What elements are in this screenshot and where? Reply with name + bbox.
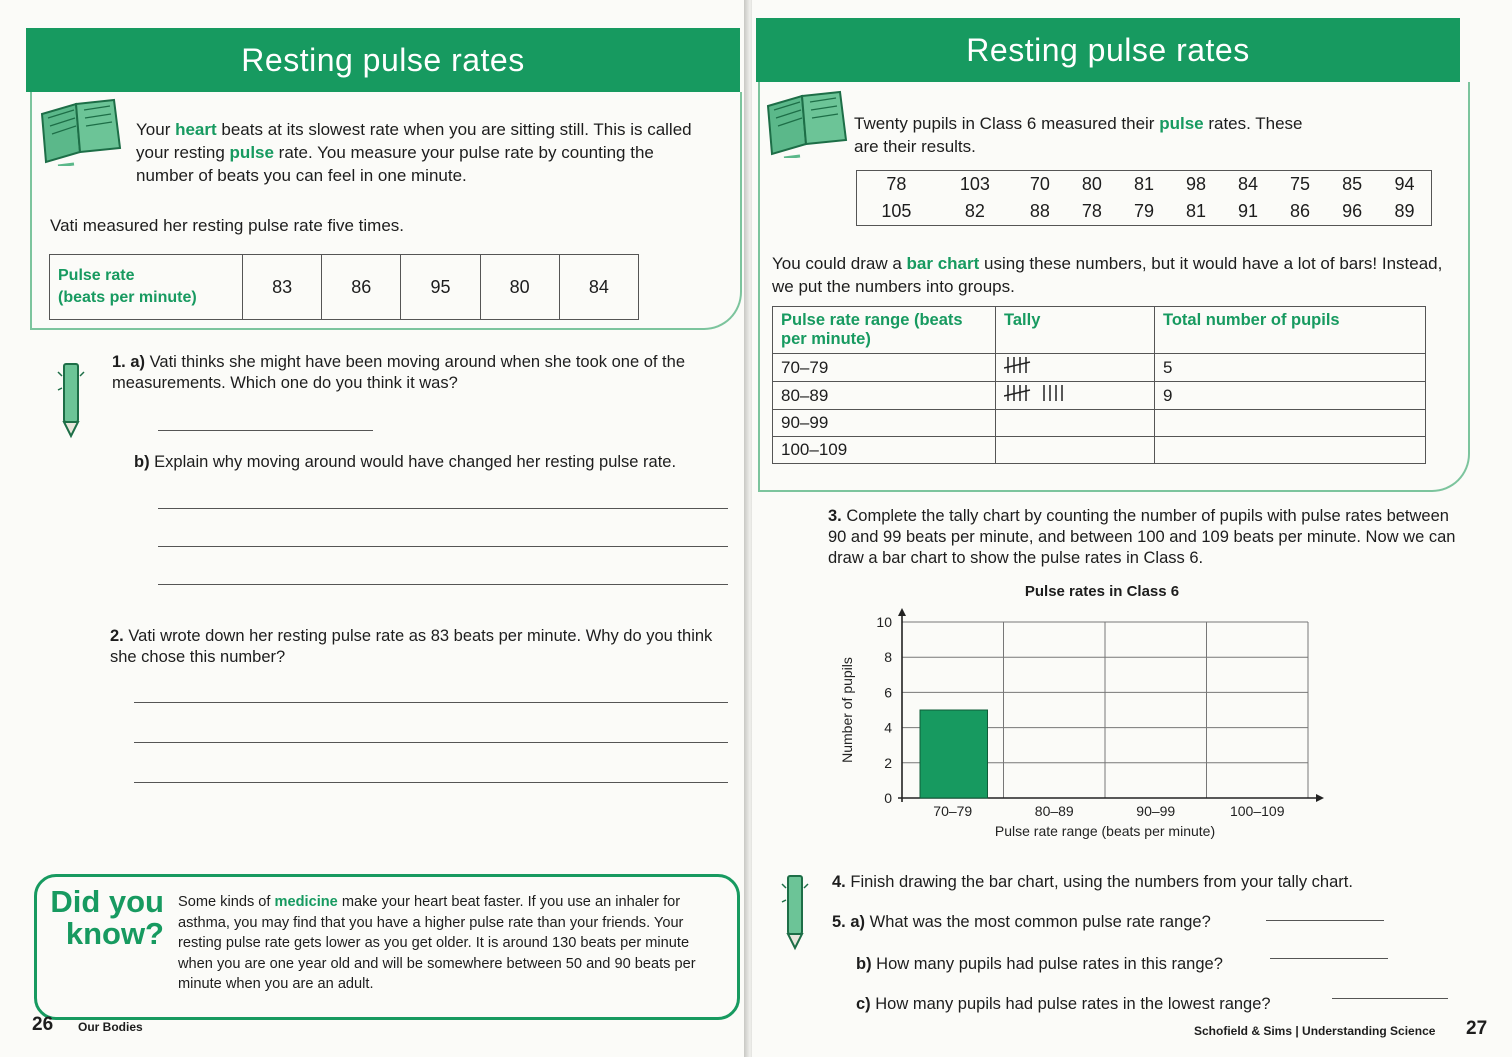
total-cell[interactable]: 5 bbox=[1155, 354, 1426, 382]
question-5b bbox=[856, 954, 1296, 975]
result-value: 86 bbox=[1290, 201, 1311, 221]
result-value: 94 bbox=[1394, 174, 1415, 194]
result-value: 75 bbox=[1290, 174, 1311, 194]
answer-line[interactable] bbox=[158, 584, 728, 585]
answer-line[interactable] bbox=[1332, 998, 1448, 999]
result-value: 81 bbox=[1185, 201, 1207, 221]
pulse-rate-table bbox=[49, 254, 639, 320]
tally-row bbox=[773, 410, 1426, 437]
result-value: 79 bbox=[1133, 201, 1154, 221]
header-tally: Tally bbox=[996, 307, 1155, 354]
intro-part: rate. You measure your pulse rate by counting the number of beats you can feel in one minute. bbox=[136, 143, 654, 185]
tally-marks bbox=[1004, 382, 1094, 404]
tally-cell[interactable] bbox=[996, 410, 1155, 437]
dyk-part: Some kinds of bbox=[178, 894, 275, 910]
header-line: Pulse rate bbox=[58, 267, 135, 284]
answer-line[interactable] bbox=[1270, 958, 1388, 959]
answer-line[interactable] bbox=[134, 702, 728, 703]
page-title: Resting pulse rates bbox=[756, 18, 1460, 82]
question-text: Vati thinks she might have been moving around when she took one of the measurements. Which one do you think it was? bbox=[112, 353, 685, 392]
tally-cell[interactable] bbox=[996, 382, 1155, 410]
left-page bbox=[0, 0, 748, 1057]
question-5c bbox=[856, 994, 1336, 1015]
question-4 bbox=[832, 872, 1452, 893]
tally-cell[interactable] bbox=[996, 354, 1155, 382]
x-axis-label: Pulse rate range (beats per minute) bbox=[994, 823, 1216, 839]
pulse-rate-header bbox=[50, 255, 243, 320]
x-tick-label: 100–109 bbox=[1229, 803, 1285, 819]
keyword-medicine: medicine bbox=[274, 894, 338, 910]
tally-row bbox=[773, 382, 1426, 410]
result-value: 78 bbox=[1081, 201, 1102, 221]
answer-line[interactable] bbox=[158, 546, 728, 547]
range-cell: 100–109 bbox=[773, 437, 996, 464]
book-icon bbox=[760, 88, 850, 158]
bar-chart-text bbox=[772, 252, 1452, 298]
title-line: Did you bbox=[50, 884, 164, 919]
results-row bbox=[857, 171, 1432, 199]
question-part-label: b) bbox=[134, 453, 150, 471]
keyword-pulse: pulse bbox=[229, 143, 274, 162]
pulse-value: 95 bbox=[401, 255, 480, 320]
results-row bbox=[857, 198, 1432, 226]
result-value: 80 bbox=[1081, 174, 1102, 194]
question-part-label: a) bbox=[850, 913, 866, 931]
answer-line[interactable] bbox=[158, 430, 373, 431]
question-number: 5. bbox=[832, 913, 846, 931]
range-cell: 90–99 bbox=[773, 410, 996, 437]
keyword-pulse: pulse bbox=[1159, 114, 1204, 133]
question-text: What was the most common pulse rate range? bbox=[869, 913, 1211, 931]
range-cell: 80–89 bbox=[773, 382, 996, 410]
question-part-label: b) bbox=[856, 955, 872, 973]
question-text: Explain why moving around would have changed her resting pulse rate. bbox=[154, 453, 677, 471]
result-value: 70 bbox=[1029, 174, 1050, 194]
y-tick-label: 4 bbox=[884, 719, 892, 736]
question-number: 1. bbox=[112, 353, 126, 371]
result-value: 96 bbox=[1342, 201, 1363, 221]
tally-table bbox=[772, 306, 1426, 464]
total-cell[interactable] bbox=[1155, 437, 1426, 464]
page-number: 26 bbox=[32, 1014, 54, 1035]
dyk-part: make your heart beat faster. If you use an inhaler for asthma, you may find that you have a higher pulse rate than your friends. Your resting pulse rate gets lower as you get older. It is around 130 beats per minute when you are one year old and will be somewhere between 50 and 90 beats per minute when you are an adult. bbox=[178, 894, 696, 992]
book-icon bbox=[34, 96, 124, 166]
y-axis-label: Number of pupils bbox=[839, 657, 855, 763]
pulse-value: 83 bbox=[243, 255, 322, 320]
pencil-icon bbox=[54, 360, 90, 440]
question-2 bbox=[110, 626, 738, 668]
header-range: Pulse rate range (beats per minute) bbox=[773, 307, 996, 354]
y-tick-label: 0 bbox=[884, 790, 892, 806]
question-part-label: c) bbox=[856, 995, 871, 1013]
answer-line[interactable] bbox=[158, 508, 728, 509]
tally-cell[interactable] bbox=[996, 437, 1155, 464]
right-page bbox=[752, 0, 1512, 1057]
answer-line[interactable] bbox=[1266, 920, 1384, 921]
result-value: 103 bbox=[959, 174, 990, 194]
result-value: 105 bbox=[881, 201, 912, 221]
range-cell: 70–79 bbox=[773, 354, 996, 382]
question-part-label: a) bbox=[130, 353, 146, 371]
bar-chart bbox=[812, 578, 1332, 848]
question-text: How many pupils had pulse rates in this range? bbox=[876, 955, 1223, 973]
question-5a bbox=[832, 912, 1352, 933]
result-value: 88 bbox=[1029, 201, 1050, 221]
question-1a bbox=[112, 352, 718, 394]
question-text: How many pupils had pulse rates in the lowest range? bbox=[875, 995, 1271, 1013]
x-tick-label: 90–99 bbox=[1136, 803, 1176, 819]
result-value: 91 bbox=[1238, 201, 1259, 221]
pulse-value: 80 bbox=[480, 255, 559, 320]
page-number: 27 bbox=[1466, 1018, 1488, 1039]
pulse-value: 84 bbox=[559, 255, 638, 320]
keyword-heart: heart bbox=[175, 120, 217, 139]
did-you-know-text bbox=[178, 892, 726, 995]
title-line: know? bbox=[65, 916, 164, 951]
y-axis-arrow bbox=[898, 608, 906, 616]
result-value: 85 bbox=[1342, 174, 1363, 194]
answer-line[interactable] bbox=[134, 782, 728, 783]
did-you-know-title bbox=[42, 886, 164, 950]
footer-text: Schofield & Sims | Understanding Science bbox=[1194, 1024, 1436, 1038]
intro-part: beats at its slowest rate when you are sitting still. This is called your resting bbox=[136, 120, 692, 162]
bar bbox=[920, 710, 988, 798]
result-value: 98 bbox=[1185, 174, 1207, 194]
question-text: Vati wrote down her resting pulse rate as 83 beats per minute. Why do you think she chose this number? bbox=[110, 627, 713, 666]
tally-marks bbox=[1004, 354, 1094, 376]
total-cell[interactable] bbox=[1155, 410, 1426, 437]
question-3 bbox=[828, 506, 1464, 569]
intro-part: You could draw a bbox=[772, 254, 907, 273]
result-value: 78 bbox=[886, 174, 907, 194]
vati-text: Vati measured her resting pulse rate five times. bbox=[50, 216, 405, 235]
header-line: (beats per minute) bbox=[58, 289, 197, 306]
intro-text bbox=[136, 118, 708, 187]
keyword-bar-chart: bar chart bbox=[906, 254, 980, 273]
result-value: 84 bbox=[1238, 174, 1259, 194]
result-value: 81 bbox=[1133, 174, 1154, 194]
intro-part: rates. These are their results. bbox=[854, 114, 1303, 156]
pencil-icon bbox=[778, 872, 814, 952]
tally-header-row bbox=[773, 307, 1426, 354]
x-axis-arrow bbox=[1316, 794, 1324, 802]
question-number: 2. bbox=[110, 627, 124, 645]
total-cell[interactable]: 9 bbox=[1155, 382, 1426, 410]
tally-row bbox=[773, 437, 1426, 464]
results-table bbox=[856, 170, 1432, 226]
y-tick-label: 2 bbox=[884, 754, 892, 771]
x-tick-label: 80–89 bbox=[1034, 803, 1074, 819]
question-text: Complete the tally chart by counting the number of pupils with pulse rates between 90 and 99 beats per minute, and between 100 and 109 beats per minute. Now we can draw a bar chart to show the pulse rates in Class 6. bbox=[828, 507, 1456, 567]
tally-row bbox=[773, 354, 1426, 382]
result-value: 82 bbox=[964, 201, 985, 221]
result-value: 89 bbox=[1394, 201, 1415, 221]
answer-line[interactable] bbox=[134, 742, 728, 743]
chart-title: Pulse rates in Class 6 bbox=[1024, 583, 1180, 600]
x-tick-label: 70–79 bbox=[933, 803, 973, 819]
question-number: 4. bbox=[832, 873, 846, 891]
intro-text bbox=[854, 112, 1324, 158]
intro-part: Twenty pupils in Class 6 measured their bbox=[854, 114, 1160, 133]
intro-part: Your bbox=[136, 120, 176, 139]
y-tick-label: 10 bbox=[876, 614, 892, 630]
question-text: Finish drawing the bar chart, using the numbers from your tally chart. bbox=[850, 873, 1353, 891]
question-1b bbox=[134, 452, 734, 473]
y-tick-label: 8 bbox=[884, 649, 892, 666]
header-total: Total number of pupils bbox=[1155, 307, 1426, 354]
y-tick-label: 6 bbox=[884, 684, 892, 701]
page-title: Resting pulse rates bbox=[26, 28, 740, 92]
pulse-value: 86 bbox=[322, 255, 401, 320]
intro-part: using these numbers, but it would have a lot of bars! Instead, we put the numbers into groups. bbox=[772, 254, 1443, 296]
question-number: 3. bbox=[828, 507, 842, 525]
footer-text: Our Bodies bbox=[78, 1020, 143, 1034]
